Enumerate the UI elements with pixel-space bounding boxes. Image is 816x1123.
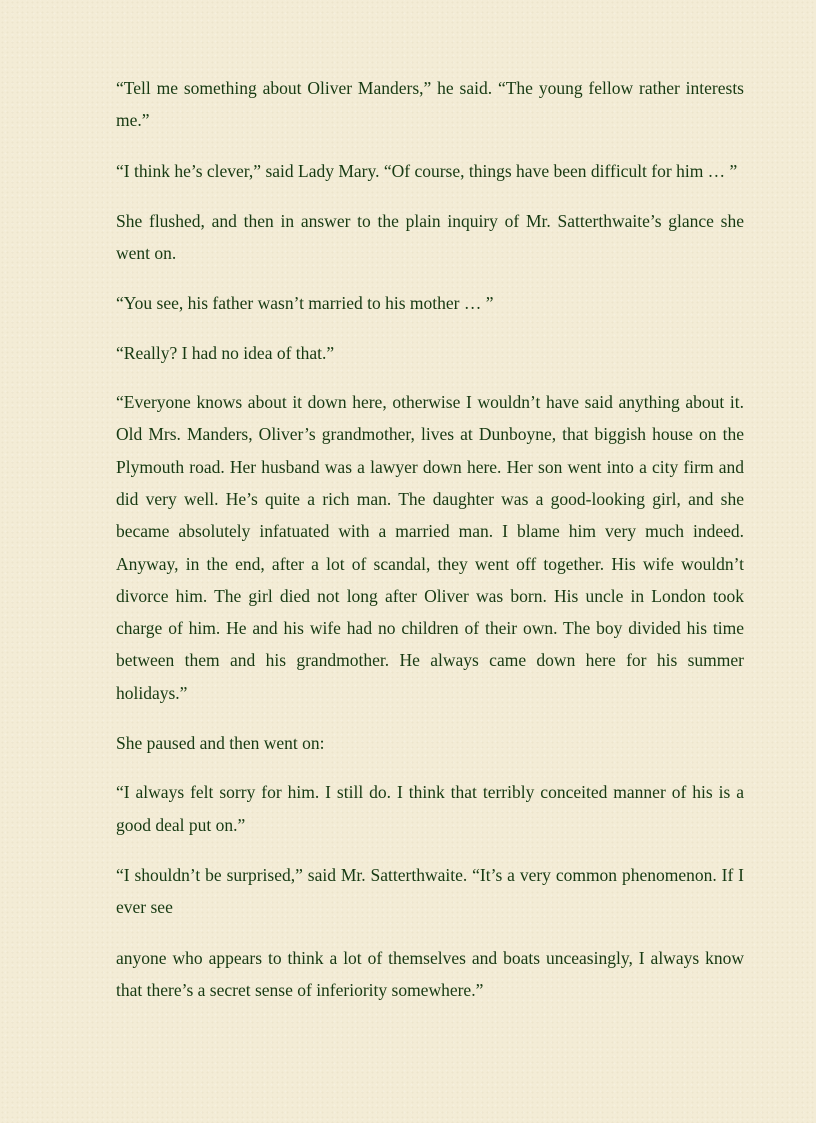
paragraph-7: She paused and then went on:	[116, 733, 325, 754]
paragraph-2: “I think he’s clever,” said Lady Mary. “Of course, things have been difficult for him … ”	[116, 160, 738, 181]
paragraph-1: “Tell me something about Oliver Manders,” he said. “The young fellow rather interests me.”	[116, 78, 744, 131]
paragraph-3: She flushed, and then in answer to the plain inquiry of Mr. Satterthwaite’s glance she went on.	[116, 210, 744, 264]
paragraph-5: “Really? I had no idea of that.”	[116, 342, 335, 363]
paragraph-9: “I shouldn’t be surprised,” said Mr. Satterthwaite. “It’s a very common phenomenon. If I ever see	[116, 864, 744, 918]
paragraph-10: anyone who appears to think a lot of themselves and boats unceasingly, I always know that there’s a secret sense of inferiority somewhere.”	[116, 947, 744, 1000]
paragraph-8: “I always felt sorry for him. I still do. I think that terribly conceited manner of his is a good deal put on.”	[116, 782, 744, 835]
paragraph-4: “You see, his father wasn’t married to his mother … ”	[116, 293, 494, 314]
paragraph-6: “Everyone knows about it down here, otherwise I wouldn’t have said anything about it. Old Mrs. Manders, Oliver’s grandmother, lives at Dunboyne, that biggish house on the Plymouth road. Her husband was a lawyer down here. Her son went into a city firm and did very well. He’s quite a rich man. The daughter was a good-looking girl, and she became absolutely infatuated with a married man. I blame him very much indeed. Anyway, in the end, after a lot of scandal, they went off together. His wife wouldn’t divorce him. The girl died not long after Oliver was born. His uncle in London took charge of him. He and his wife had no children of their own. The boy divided his time between them and his grandmother. He always came down here for his summer holidays.”	[116, 392, 744, 703]
